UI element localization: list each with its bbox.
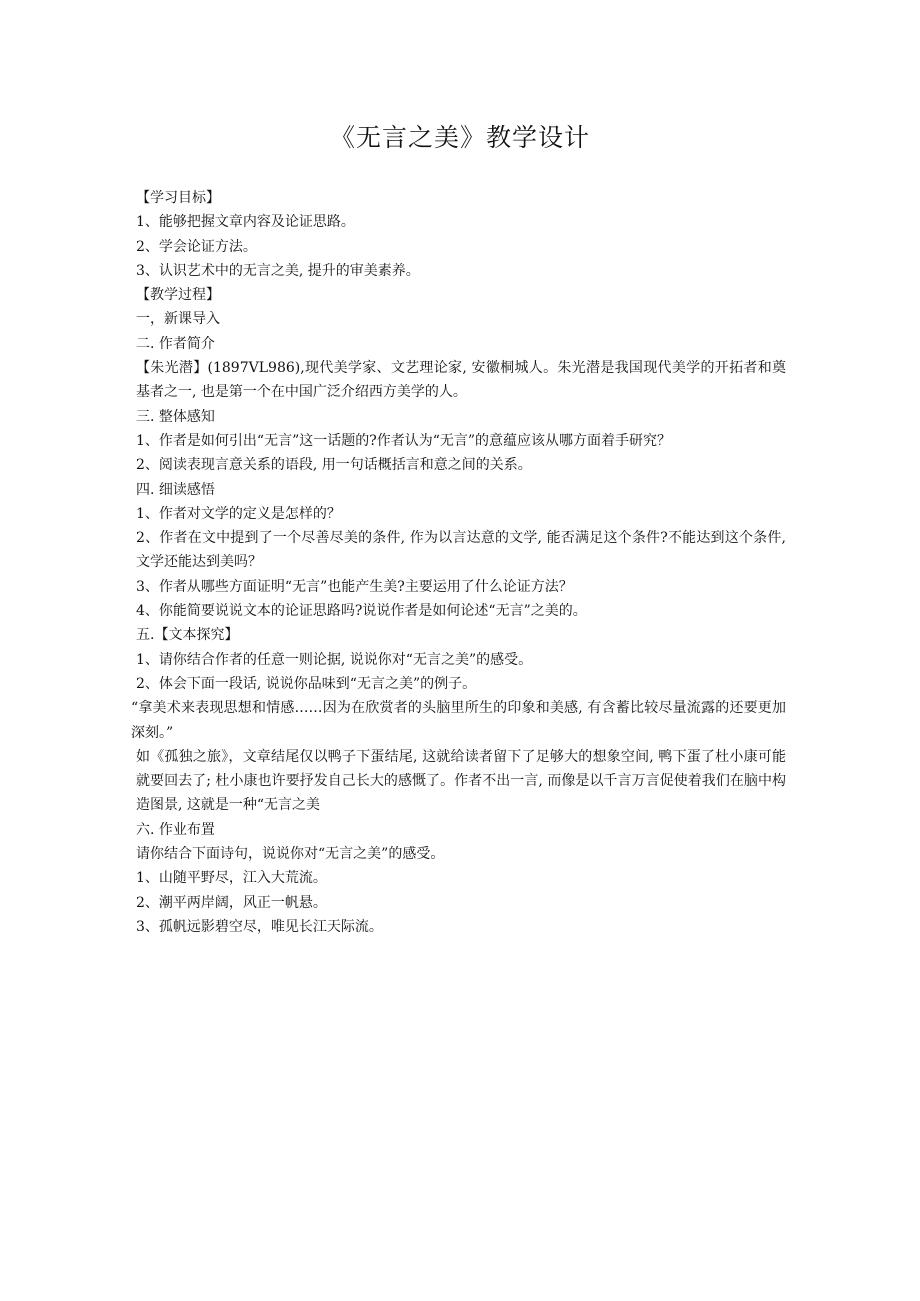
explore-item: 1、请你结合作者的任意一则论据, 说说你对“无言之美”的感受。 [136,651,533,668]
close-reading-item: 1、作者对文学的定义是怎样的？ [136,505,341,522]
close-reading-heading: 四. 细读感悟 [136,481,215,498]
goal-item: 3、认识艺术中的无言之美, 提升的审美素养。 [136,262,420,279]
close-reading-item: 2、作者在文中提到了一个尽善尽美的条件, 作为以言达意的文学, 能否满足这个条件?不能达到这个条件, 文学还能达到美吗？ [136,530,786,571]
author-bio: 【朱光潜】(1897VL986),现代美学家、文艺理论家, 安徽桐城人。朱光潜是我国现代美学的开拓者和奠基者之一, 也是第一个在中国广泛介绍西方美学的人。 [136,360,786,401]
explore-item: 2、体会下面一段话, 说说你品味到“无言之美”的例子。 [136,675,477,692]
homework-item: 1、山随平野尽，江入大荒流。 [136,870,327,887]
quote-paragraph: “拿美术来表现思想和情感……因为在欣赏者的头脑里所生的印象和美感, 有含蓄比较尽量流露的还要更加深刻。” [131,700,786,741]
document-body [131,186,786,939]
overall-item: 1、作者是如何引出“无言”这一话题的?作者认为“无言”的意蕴应该从哪方面着手研究？ [136,432,672,449]
overall-item: 2、阅读表现言意关系的语段, 用一句话概括言和意之间的关系。 [136,457,532,474]
overall-heading: 三. 整体感知 [136,408,215,425]
example-paragraph: 如《孤独之旅》，文章结尾仅以鸭子下蛋结尾, 这就给读者留下了足够大的想象空间, 鸭下蛋了杜小康可能就要回去了; 杜小康也许要抒发自己长大的感慨了。作者不出一言, 而像是以千言万言促使着我们在脑中构造图景, 这就是一种“无言之美 [136,748,786,814]
process-header: 【教学过程】 [136,287,220,304]
author-heading: 二. 作者简介 [136,335,215,352]
homework-intro: 请你结合下面诗句，说说你对“无言之美”的感受。 [136,846,445,863]
goals-header: 【学习目标】 [136,190,220,206]
document-title: 《无言之美》教学设计 [329,123,590,152]
intro-heading: 一，新课导入 [136,311,220,328]
goal-item: 2、学会论证方法。 [136,238,257,255]
homework-item: 2、潮平两岸阔，风正一帆悬。 [136,894,327,911]
homework-item: 3、孤帆远影碧空尽，唯见长江天际流。 [136,918,383,935]
goal-item: 1、能够把握文章内容及论证思路。 [136,214,355,231]
close-reading-item: 4、你能简要说说文本的论证思路吗?说说作者是如何论述“无言”之美的。 [136,603,587,620]
close-reading-item: 3、作者从哪些方面证明“无言”也能产生美?主要运用了什么论证方法？ [136,578,573,595]
explore-heading: 五.【文本探究】 [136,627,239,644]
homework-heading: 六. 作业布置 [136,821,215,838]
